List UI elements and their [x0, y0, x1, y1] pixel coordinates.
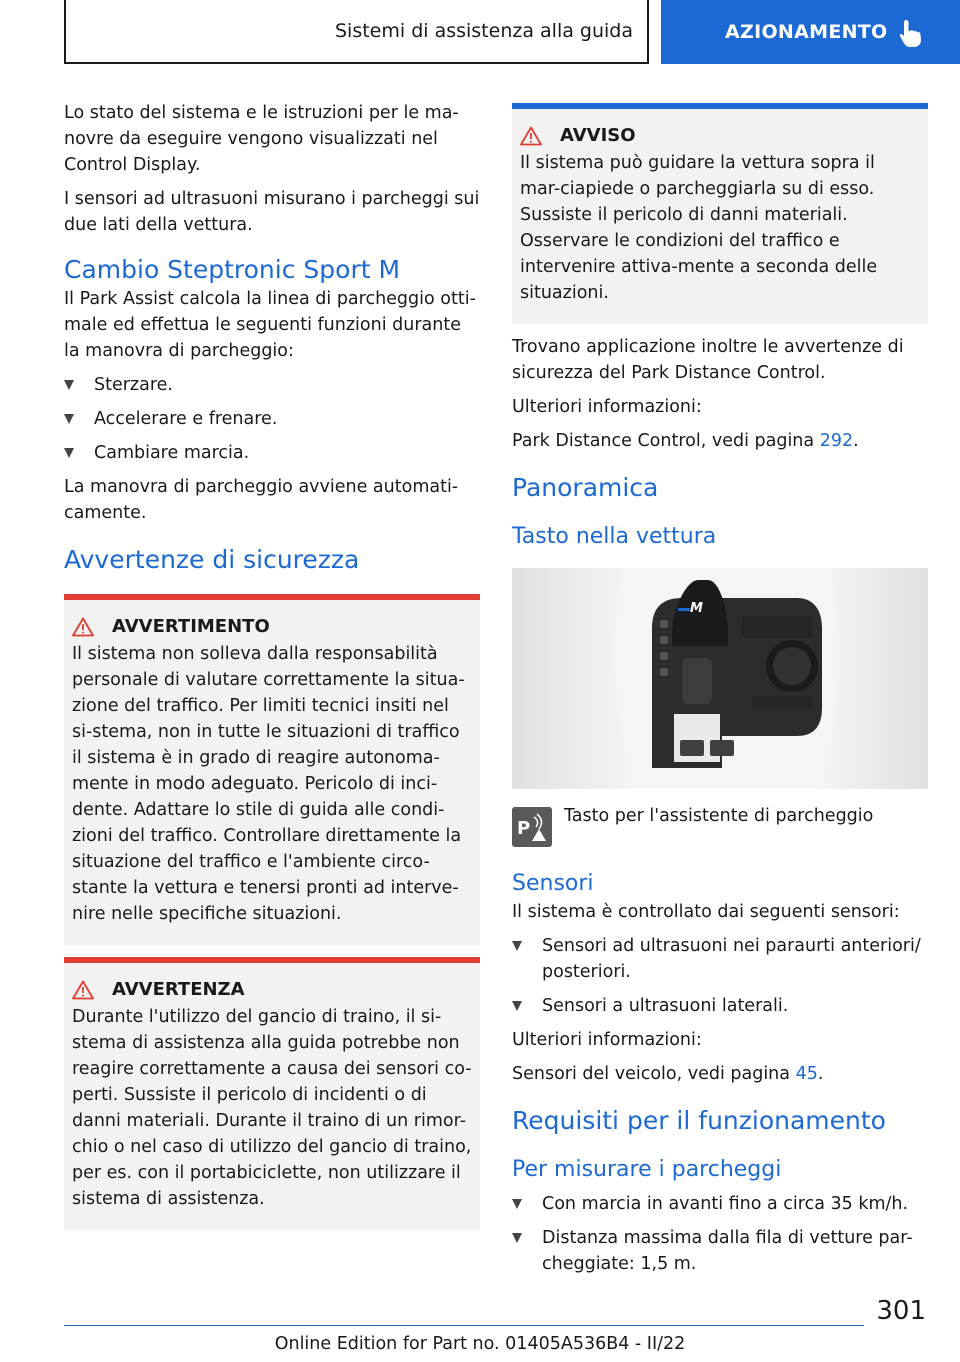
- requirements-list: [512, 1191, 928, 1277]
- heading-requirements: Requisiti per il funzionamento: [512, 1106, 886, 1135]
- list-item: Accelerare e frenare.: [64, 406, 480, 432]
- triangle-bullet-icon: [512, 941, 522, 951]
- page-number: 301: [876, 1296, 926, 1326]
- park-assist-caption: Tasto per l'assistente di parcheggio: [564, 806, 874, 826]
- header-section-tab: [64, 0, 649, 64]
- heading-measure: Per misurare i parcheggi: [512, 1157, 782, 1182]
- notice-triangle-icon: [520, 126, 542, 146]
- right-column: [512, 103, 928, 1285]
- heading-button: Tasto nella vettura: [512, 524, 717, 549]
- list-item: Sensori a ultrasuoni laterali.: [512, 993, 928, 1019]
- paragraph: Trovano applicazione inoltre le avvertenze di sicurezza del Park Distance Control.: [512, 337, 904, 383]
- caution-text: Durante l'utilizzo del gancio di traino, il si-stema di assistenza alla guida potrebbe non reagire correttamente a causa dei sensori co-perti. Sussiste il pericolo di incidenti o di danni materiali. Durante il traino di un rimor-chio o nel caso di utilizzo del gancio di traino, per es. con il portabiciclette, non utilizzare il sistema di assistenza.: [72, 1007, 472, 1209]
- paragraph: Il sistema è controllato dai seguenti sensori:: [512, 902, 900, 922]
- triangle-bullet-icon: [64, 448, 74, 458]
- notice-text: Il sistema può guidare la vettura sopra il mar-ciapiede o parcheggiarla su di esso. Sussiste il pericolo di danni materiali. Osservare le condizioni del traffico e intervenire attiva-mente a seconda delle situazioni.: [520, 153, 878, 303]
- triangle-bullet-icon: [512, 1001, 522, 1011]
- heading-safety: Avvertenze di sicurezza: [64, 545, 360, 574]
- park-assist-button-row: [512, 807, 928, 847]
- heading-steptronic: Cambio Steptronic Sport M: [64, 255, 401, 284]
- triangle-bullet-icon: [64, 414, 74, 424]
- triangle-bullet-icon: [512, 1233, 522, 1243]
- footer-edition: Online Edition for Part no. 01405A536B4 - II/22: [274, 1334, 686, 1354]
- paragraph: Park Distance Control, vedi pagina 292.: [512, 431, 859, 451]
- page-link-292[interactable]: 292: [819, 431, 854, 451]
- center-console-image: [512, 568, 928, 789]
- left-column: [64, 100, 480, 1230]
- warning-text: Il sistema non solleva dalla responsabilità personale di valutare correttamente la situa-zione del traffico. Per limiti tecnici insiti nel si-stema, non in tutte le situazioni di traffico il sistema è in grado di reagire autonoma-mente in modo adeguato. Pericolo di inci-dente. Adattare lo stile di guida alle condi-zioni del traffico. Controllare direttamente la situazione del traffico e l'ambiente circo-stante la vettura e tenersi pronti ad interve-nire nelle specifiche situazioni.: [72, 644, 465, 924]
- notice-box: [512, 103, 928, 324]
- paragraph: Sensori del veicolo, vedi pagina 45.: [512, 1064, 824, 1084]
- caution-box: [64, 957, 480, 1230]
- heading-overview: Panoramica: [512, 473, 659, 502]
- notice-title: AVVISO: [560, 125, 636, 146]
- warning-triangle-icon: [72, 617, 94, 637]
- triangle-bullet-icon: [64, 380, 74, 390]
- paragraph: Ulteriori informazioni:: [512, 1030, 702, 1050]
- center-console-photo: [512, 568, 928, 789]
- paragraph: I sensori ad ultrasuoni misurano i parcheggi sui due lati della vettura.: [64, 189, 480, 235]
- caution-title: AVVERTENZA: [112, 979, 245, 1000]
- sensors-list: [512, 933, 928, 1019]
- page-link-45[interactable]: 45: [795, 1064, 818, 1084]
- list-item: Con marcia in avanti fino a circa 35 km/h.: [512, 1191, 928, 1217]
- functions-list: [64, 372, 480, 466]
- heading-sensors: Sensori: [512, 871, 594, 896]
- list-item: Cambiare marcia.: [64, 440, 480, 466]
- paragraph: La manovra di parcheggio avviene automati-camente.: [64, 477, 459, 523]
- header-chapter-tab: [661, 0, 960, 64]
- paragraph: Lo stato del sistema e le istruzioni per le ma-novre da eseguire vengono visualizzati nel Control Display.: [64, 103, 459, 175]
- warning-box: [64, 594, 480, 945]
- list-item: Sensori ad ultrasuoni nei paraurti anteriori/ posteriori.: [512, 933, 928, 985]
- park-assist-icon: [512, 807, 552, 847]
- gear-selector-logo: M: [690, 601, 703, 616]
- paragraph: Il Park Assist calcola la linea di parcheggio otti-male ed effettua le seguenti funzioni durante la manovra di parcheggio:: [64, 289, 476, 361]
- header-chapter-title: AZIONAMENTO: [725, 21, 888, 43]
- warning-title: AVVERTIMENTO: [112, 616, 270, 637]
- svg-text:P: P: [517, 818, 531, 839]
- hand-pointer-icon: [898, 18, 924, 48]
- triangle-bullet-icon: [512, 1199, 522, 1209]
- paragraph: Ulteriori informazioni:: [512, 397, 702, 417]
- header-section-title: Sistemi di assistenza alla guida: [334, 20, 633, 42]
- footer-divider: [64, 1325, 864, 1326]
- list-item: Distanza massima dalla fila di vetture par-cheggiate: 1,5 m.: [512, 1225, 928, 1277]
- warning-triangle-icon: [72, 980, 94, 1000]
- list-item: Sterzare.: [64, 372, 480, 398]
